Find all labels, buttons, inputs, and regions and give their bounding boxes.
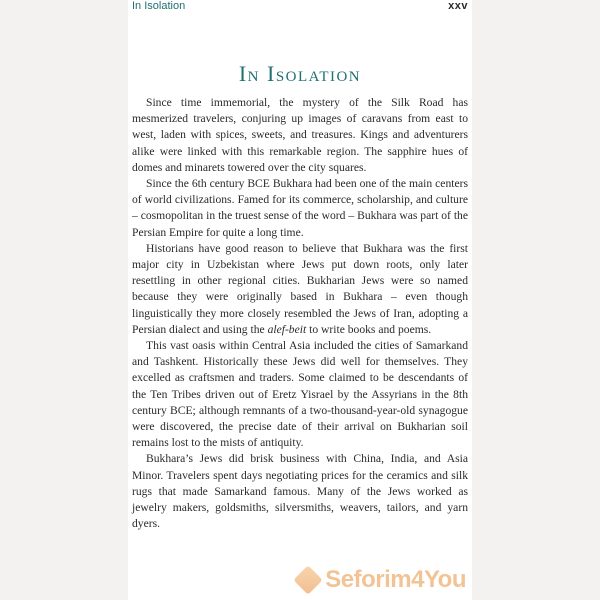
paragraph-1: Since time immemorial, the mystery of the Silk Road has mesmerized travelers, conjuring up images of caravans from east to west, laden with spices, sweets, and treasures. Kings and adventurers alike were linked with this remarkable region. The sapphire hues of domes and minarets towered over the city squares. xyxy=(132,96,468,174)
running-title: In Isolation xyxy=(132,0,186,12)
running-head xyxy=(132,0,468,14)
chapter-title: In Isolation xyxy=(238,61,362,86)
paragraph-4: This vast oasis within Central Asia included the cities of Samarkand and Tashkent. Historically these Jews did well for themselves. They excelled as craftsmen and traders. Some claimed to be descendants of the Ten Tribes driven out of Eretz Yisrael by the Assyrians in the 8th century BCE; although remnants of a two-thousand-year-old synagogue were discovered, the precise date of their arrival on Bukharian soil remains lost to the mists of antiquity. xyxy=(132,339,468,450)
paragraph-3-text-before: Historians have good reason to believe that Bukhara was the first major city in Uzbekistan where Jews put down roots, only later resettling in other regional cities. Bukharian Jews were so named because they were originally based in Bukhara – even though linguistically they more closely resembled the Jews of Iran, adopting a Persian dialect and using the xyxy=(132,241,468,336)
watermark-text: Seforim4You xyxy=(325,566,466,593)
watermark xyxy=(295,566,466,594)
paragraph-3-text-after: to write books and poems. xyxy=(306,322,432,336)
paragraph-3 xyxy=(132,241,468,338)
body-text xyxy=(132,95,468,532)
seforim4you-logo-icon xyxy=(294,565,323,594)
paragraph-2: Since the 6th century BCE Bukhara had been one of the main centers of world civilizations. Famed for its commerce, scholarship, and culture – cosmopolitan in the truest sense of the word – Bukhara was part of the Persian Empire for quite a long time. xyxy=(132,177,468,239)
book-page xyxy=(128,0,472,600)
page-number: xxv xyxy=(448,0,468,12)
paragraph-5: Bukhara’s Jews did brisk business with China, India, and Asia Minor. Travelers spent days negotiating prices for the ceramics and silk rugs that made Samarkand famous. Many of the Jews worked as jewelry makers, goldsmiths, silversmiths, weavers, tailors, and yarn dyers. xyxy=(132,452,468,531)
italic-term-alef-beit: alef-beit xyxy=(267,322,307,336)
